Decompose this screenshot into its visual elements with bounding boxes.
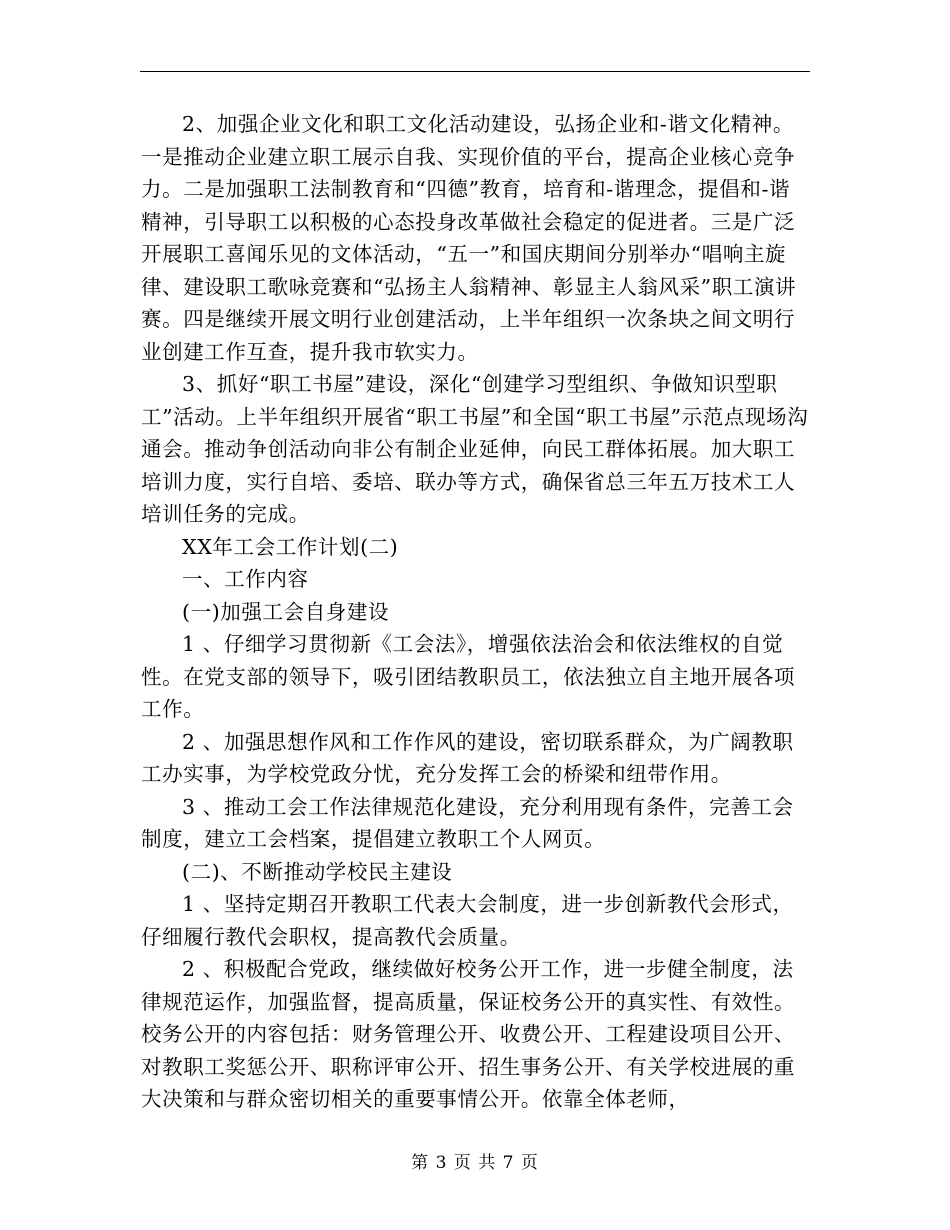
subheading-democracy-building: (二)、不断推动学校民主建设 bbox=[182, 859, 453, 884]
page-number-footer: 第 3 页 共 7 页 bbox=[411, 1153, 539, 1173]
paragraph-school-affairs-disclosure: 2 、积极配合党政，继续做好校务公开工作，进一步健全制度，法律规范运作，加强监督，提高质量，保证校务公开的真实性、有效性。校务公开的内容包括：财务管理公开、收费公开、工程建设项目公开、对教职工奖惩公开、职称评审公开、招生事务公开、有关学校进展的重大决策和与群众密切相关的重要事情公开。依靠全体老师， bbox=[141, 957, 796, 1111]
paragraph-culture-activities: 2、加强企业文化和职工文化活动建设，弘扬企业和-谐文化精神。一是推动企业建立职工展示自我、实现价值的平台，提高企业核心竞争力。二是加强职工法制教育和“四德”教育，培育和-谐理念，提倡和-谐精神，引导职工以积极的心态投身改革做社会稳定的促进者。三是广泛开展职工喜闻乐见的文体活动，“五一”和国庆期间分别举办“唱响主旋律、建设职工歌咏竞赛和“弘扬主人翁精神、彰显主人翁风采”职工演讲赛。四是继续开展文明行业创建活动，上半年组织一次条块之间文明行业创建工作互查，提升我市软实力。 bbox=[141, 112, 797, 364]
subheading-union-self-building: (一)加强工会自身建设 bbox=[182, 599, 390, 624]
document-body bbox=[141, 108, 811, 1116]
section-title-plan-two: XX年工会工作计划(二) bbox=[182, 534, 399, 559]
paragraph-legal-standardization: 3 、推动工会工作法律规范化建设，充分利用现有条件，完善工会制度，建立工会档案，提倡建立教职工个人网页。 bbox=[141, 794, 794, 851]
paragraph-workers-bookhouse: 3、抓好“职工书屋”建设，深化“创建学习型组织、争做知识型职工”活动。上半年组织开展省“职工书屋”和全国“职工书屋”示范点现场沟通会。推动争创活动向非公有制企业延伸，向民工群体拓展。加大职工培训力度，实行自培、委培、联办等方式，确保省总三年五万技术工人培训任务的完成。 bbox=[141, 372, 809, 526]
heading-work-content: 一、工作内容 bbox=[182, 567, 309, 591]
paragraph-work-style: 2 、加强思想作风和工作作风的建设，密切联系群众，为广阔教职工办实事，为学校党政分忧，充分发挥工会的桥梁和纽带作用。 bbox=[141, 729, 794, 786]
paragraph-staff-congress: 1 、坚持定期召开教职工代表大会制度，进一步创新教代会形式，仔细履行教代会职权，提高教代会质量。 bbox=[141, 892, 794, 949]
paragraph-union-law-study: 1 、仔细学习贯彻新《工会法》，增强依法治会和依法维权的自觉性。在党支部的领导下，吸引团结教职员工，依法独立自主地开展各项工作。 bbox=[141, 632, 796, 721]
header-rule bbox=[140, 71, 810, 72]
